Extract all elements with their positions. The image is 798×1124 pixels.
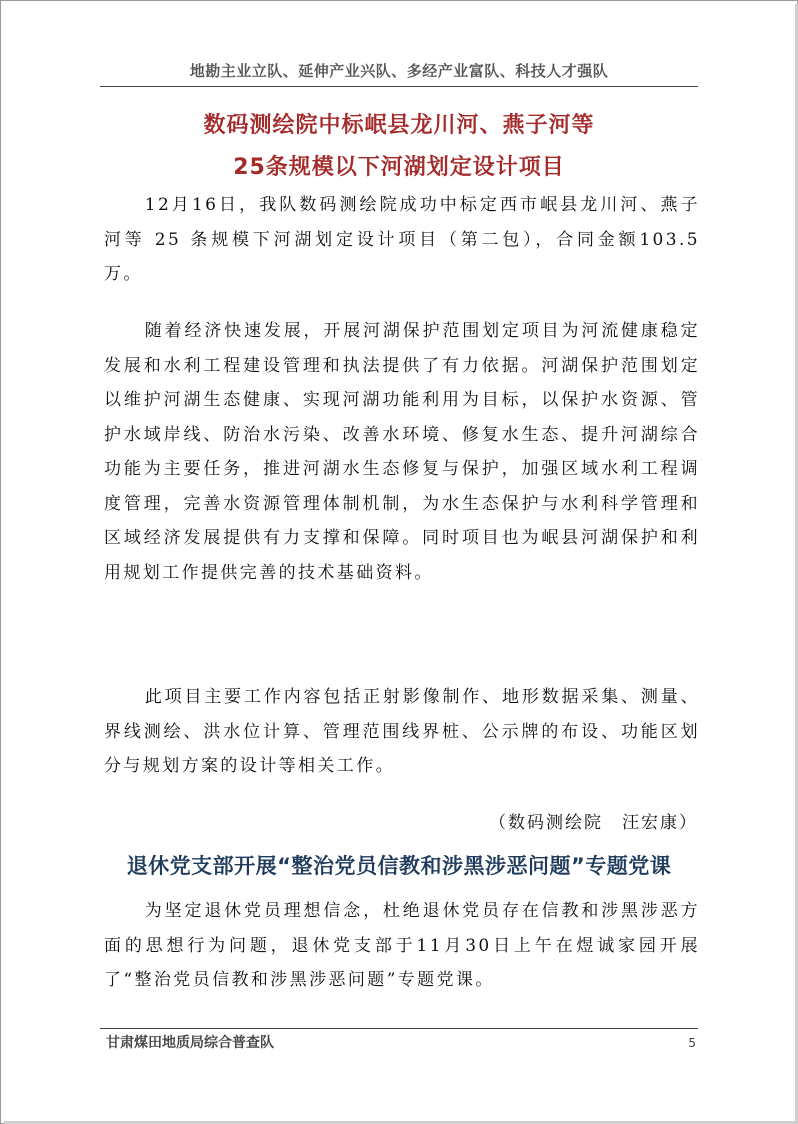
footer-divider xyxy=(100,1028,698,1029)
running-header: 地勘主业立队、延伸产业兴队、多经产业富队、科技人才强队 xyxy=(189,62,609,80)
section-title: 退休党支部开展“整治党员信教和涉黑涉恶问题”专题党课 xyxy=(126,854,672,878)
article-title-line-1: 数码测绘院中标岷县龙川河、燕子河等 xyxy=(203,113,595,138)
article-title-line-2: 25条规模以下河湖划定设计项目 xyxy=(233,155,565,180)
article-paragraph: 此项目主要工作内容包括正射影像制作、地形数据采集、测量、界线测绘、洪水位计算、管理范围线界桩、公示牌的布设、功能区划分与规划方案的设计等相关工作。 xyxy=(104,687,700,776)
article-paragraph: 为坚定退休党员理想信念，杜绝退休党员存在信教和涉黑涉恶方面的思想行为问题，退休党支部于11月30日上午在煜诚家园开展了“整治党员信教和涉黑涉恶问题”专题党课。 xyxy=(104,901,700,990)
article-byline: （数码测绘院 汪宏康） xyxy=(489,813,698,833)
footer-organization: 甘肃煤田地质局综合普查队 xyxy=(106,1035,274,1051)
article-paragraph: 随着经济快速发展，开展河湖保护范围划定项目为河流健康稳定发展和水利工程建设管理和执法提供了有力依据。河湖保护范围划定以维护河湖生态健康、实现河湖功能利用为目标，以保护水资源、管护水域岸线、防治水污染、改善水环境、修复水生态、提升河湖综合功能为主要任务，推进河湖水生态修复与保护，加强区域水利工程调度管理，完善水资源管理体制机制，为水生态保护与水利科学管理和区域经济发展提供有力支撑和保障。同时项目也为岷县河湖保护和利用规划工作提供完善的技术基础资料。 xyxy=(104,321,700,583)
header-divider xyxy=(100,86,698,87)
page-number: 5 xyxy=(688,1036,696,1050)
article-paragraph: 12月16日，我队数码测绘院成功中标定西市岷县龙川河、燕子河等 25 条规模下河湖划定设计项目（第二包），合同金额103.5万。 xyxy=(104,195,700,284)
